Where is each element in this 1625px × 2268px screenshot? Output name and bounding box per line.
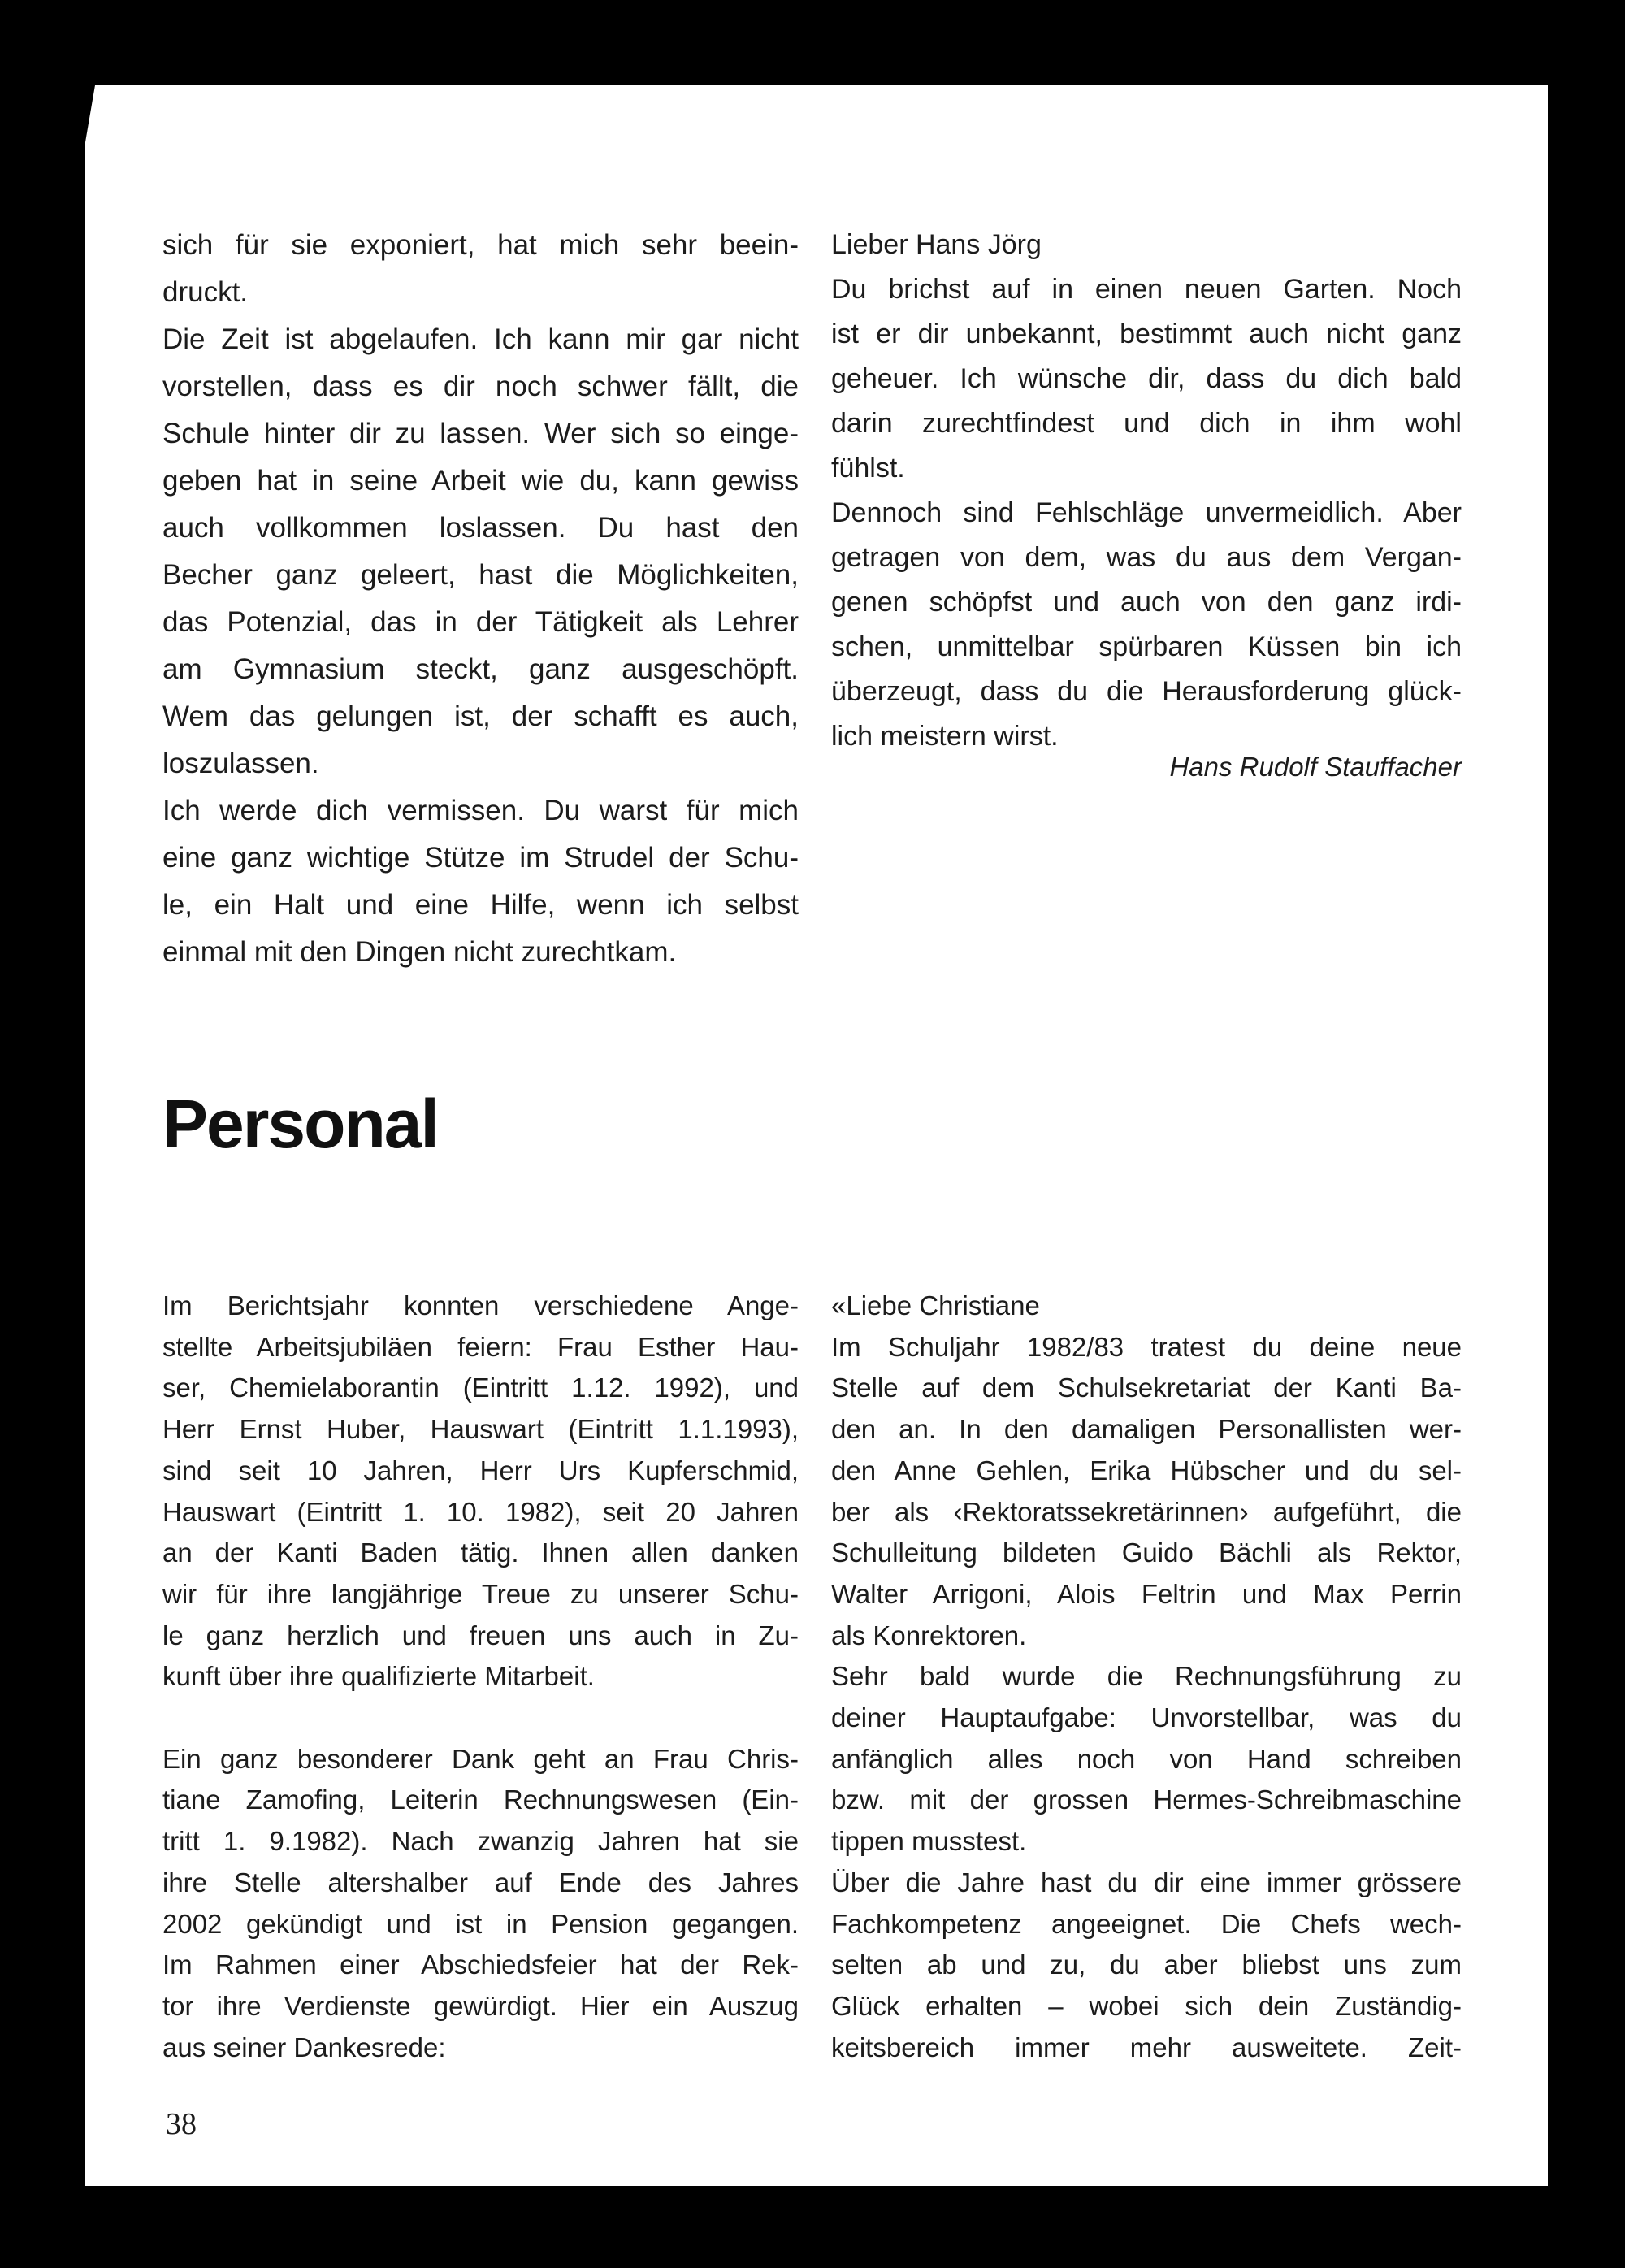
text-line: sind seit 10 Jahren, Herr Urs Kupferschmid, <box>162 1455 799 1485</box>
text-line: Ich werde dich vermissen. Du warst für mich <box>162 795 799 826</box>
text-line: den an. In den damaligen Personallisten wer- <box>831 1414 1462 1445</box>
text-line: lich meistern wirst. <box>831 721 1059 752</box>
text-line: genen schöpfst und auch von den ganz irdi- <box>831 587 1462 618</box>
text-line: Fachkompetenz angeeignet. Die Chefs wech- <box>831 1908 1462 1939</box>
text-line: geben hat in seine Arbeit wie du, kann gewiss <box>162 465 799 497</box>
section-title: Personal <box>162 1086 438 1162</box>
text-line: keitsbereich immer mehr ausweitete. Zeit- <box>831 2032 1462 2062</box>
paragraph <box>162 787 799 976</box>
text-line: einmal mit den Dingen nicht zurechtkam. <box>162 936 677 968</box>
text-line: Wem das gelungen ist, der schafft es auch, <box>162 700 799 732</box>
text-line: druckt. <box>162 276 249 308</box>
text-line: loszulassen. <box>162 748 319 779</box>
paragraph <box>831 267 1462 491</box>
text-line: tiane Zamofing, Leiterin Rechnungswesen (Ein- <box>162 1784 799 1815</box>
text-line: darin zurechtfindest und dich in ihm wohl <box>831 408 1462 439</box>
text-line: getragen von dem, was du aus dem Vergan- <box>831 542 1462 573</box>
text-line: Herr Ernst Huber, Hauswart (Eintritt 1.1.1993), <box>162 1414 799 1445</box>
text-line: ser, Chemielaborantin (Eintritt 1.12. 1992), und <box>162 1373 799 1403</box>
text-line: tor ihre Verdienste gewürdigt. Hier ein Auszug <box>162 1990 799 2021</box>
text-line: als Konrektoren. <box>831 1620 1027 1650</box>
text-line: schen, unmittelbar spürbaren Küssen bin ich <box>831 631 1462 662</box>
paragraph <box>831 1863 1462 2069</box>
text-line: stellte Arbeitsjubiläen feiern: Frau Esther Hau- <box>162 1331 799 1362</box>
paragraph-gap <box>162 1698 799 1739</box>
text-line: Ein ganz besonderer Dank geht an Frau Chris- <box>162 1743 799 1774</box>
text-line: 2002 gekündigt und ist in Pension gegangen. <box>162 1908 799 1939</box>
text-line: überzeugt, dass du die Herausforderung glück- <box>831 676 1462 707</box>
text-line: le, ein Halt und eine Hilfe, wenn ich selbst <box>162 889 799 921</box>
text-line: Sehr bald wurde die Rechnungsführung zu <box>831 1661 1462 1692</box>
scan-edge <box>85 85 95 142</box>
text-line: sich für sie exponiert, hat mich sehr beein- <box>162 229 799 261</box>
text-line: Im Schuljahr 1982/83 tratest du deine neue <box>831 1331 1462 1362</box>
text-line: Im Rahmen einer Abschiedsfeier hat der Rek- <box>162 1949 799 1980</box>
text-line: an der Kanti Baden tätig. Ihnen allen danken <box>162 1537 799 1568</box>
text-line: fühlst. <box>831 453 905 484</box>
text-line: Walter Arrigoni, Alois Feltrin und Max Perrin <box>831 1578 1462 1609</box>
text-line: am Gymnasium steckt, ganz ausgeschöpft. <box>162 653 799 685</box>
column-top-right <box>831 223 1462 759</box>
text-line: «Liebe Christiane <box>831 1290 1040 1320</box>
paragraph <box>831 1327 1462 1657</box>
text-line: Schulleitung bildeten Guido Bächli als Rektor, <box>831 1537 1462 1568</box>
paragraph <box>162 1739 799 2069</box>
text-line: tritt 1. 9.1982). Nach zwanzig Jahren hat sie <box>162 1826 799 1857</box>
column-bottom-right <box>831 1286 1462 2068</box>
paragraph <box>162 1286 799 1698</box>
text-line: ist er dir unbekannt, bestimmt auch nicht ganz <box>831 319 1462 349</box>
text-line: deiner Hauptaufgabe: Unvorstellbar, was du <box>831 1702 1462 1733</box>
text-line: ihre Stelle altershalber auf Ende des Jahres <box>162 1867 799 1897</box>
text-line: eine ganz wichtige Stütze im Strudel der Schu- <box>162 842 799 874</box>
text-line: Hauswart (Eintritt 1. 10. 1982), seit 20 Jahren <box>162 1496 799 1527</box>
text-line: ber als ‹Rektoratssekretärinnen› aufgeführt, die <box>831 1496 1462 1527</box>
text-line: kunft über ihre qualifizierte Mitarbeit. <box>162 1661 595 1692</box>
text-line: Dennoch sind Fehlschläge unvermeidlich. Aber <box>831 497 1462 528</box>
text-line: bzw. mit der grossen Hermes-Schreibmaschine <box>831 1784 1462 1815</box>
text-line: Du brichst auf in einen neuen Garten. Noch <box>831 274 1462 305</box>
text-line: Glück erhalten – wobei sich dein Zuständig- <box>831 1990 1462 2021</box>
paragraph <box>831 491 1462 759</box>
text-line: anfänglich alles noch von Hand schreiben <box>831 1743 1462 1774</box>
text-line: auch vollkommen loslassen. Du hast den <box>162 512 799 544</box>
paragraph <box>162 222 799 316</box>
text-line: den Anne Gehlen, Erika Hübscher und du sel- <box>831 1455 1462 1485</box>
text-line: selten ab und zu, du aber bliebst uns zum <box>831 1949 1462 1980</box>
text-line: tippen musstest. <box>831 1826 1027 1857</box>
text-line: Schule hinter dir zu lassen. Wer sich so einge- <box>162 418 799 449</box>
text-line: Stelle auf dem Schulsekretariat der Kanti Ba- <box>831 1373 1462 1403</box>
paragraph <box>831 223 1462 267</box>
column-top-left <box>162 222 799 976</box>
paragraph <box>831 1656 1462 1863</box>
paragraph <box>162 316 799 787</box>
text-line: le ganz herzlich und freuen uns auch in Zu- <box>162 1620 799 1650</box>
text-line: geheuer. Ich wünsche dir, dass du dich bald <box>831 363 1462 394</box>
text-line: vorstellen, dass es dir noch schwer fällt, die <box>162 371 799 402</box>
column-bottom-left <box>162 1286 799 2068</box>
signature: Hans Rudolf Stauffacher <box>1169 752 1462 782</box>
text-line: wir für ihre langjährige Treue zu unserer Schu- <box>162 1578 799 1609</box>
text-line: Lieber Hans Jörg <box>831 229 1042 260</box>
paragraph <box>831 1286 1462 1327</box>
page-number: 38 <box>166 2107 197 2141</box>
text-line: Im Berichtsjahr konnten verschiedene Ange- <box>162 1290 799 1320</box>
text-line: Becher ganz geleert, hast die Möglichkeiten, <box>162 559 799 591</box>
text-line: aus seiner Dankesrede: <box>162 2032 446 2062</box>
text-line: Die Zeit ist abgelaufen. Ich kann mir gar nicht <box>162 323 799 355</box>
text-line: Über die Jahre hast du dir eine immer grössere <box>831 1867 1462 1897</box>
text-line: das Potenzial, das in der Tätigkeit als Lehrer <box>162 606 799 638</box>
